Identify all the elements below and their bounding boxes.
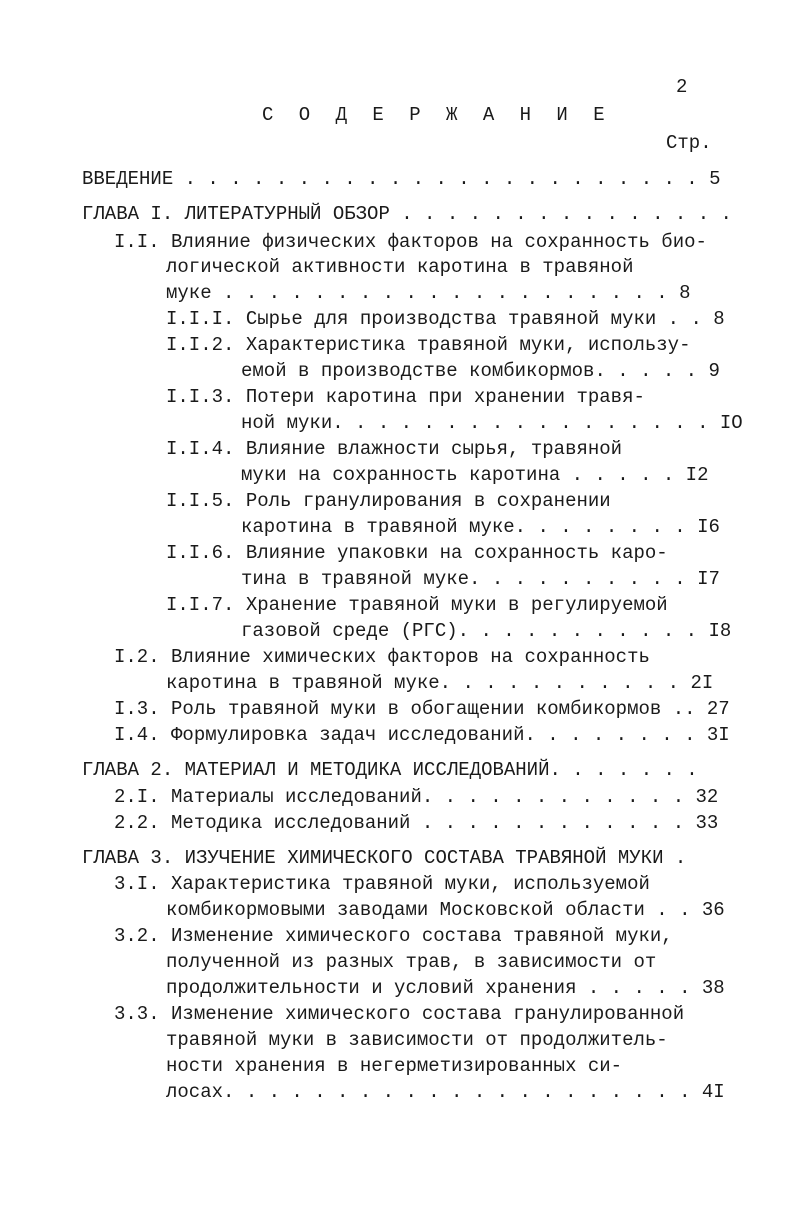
toc-entry-1-1-6-line2: тина в травяной муке. . . . . . . . . . I7: [241, 568, 720, 590]
toc-entry-1-1-line1: I.I. Влияние физических факторов на сохранность био-: [114, 231, 707, 253]
toc-entry-1-1-5-line1: I.I.5. Роль гранулирования в сохранении: [166, 490, 611, 512]
toc-entry-3-1-line2: комбикормовыми заводами Московской области . . 36: [166, 899, 725, 921]
toc-entry-1-1-1: I.I.I. Сырье для производства травяной муки . . 8: [166, 308, 725, 330]
toc-entry-2-1: 2.I. Материалы исследований. . . . . . . . . . . . 32: [114, 786, 719, 808]
toc-entry-1-4: I.4. Формулировка задач исследований. . . . . . . . 3I: [114, 724, 730, 746]
toc-entry-3-2-line3: продолжительности и условий хранения . . . . . 38: [166, 977, 725, 999]
toc-entry-chapter-1: ГЛАВА I. ЛИТЕРАТУРНЫЙ ОБЗОР . . . . . . . . . . . . . . .: [82, 203, 732, 225]
toc-entry-1-1-4-line2: муки на сохранность каротина . . . . . I2: [241, 464, 709, 486]
page-number: 2: [676, 76, 688, 98]
page-column-label: Стр.: [666, 132, 712, 154]
toc-entry-3-3-line3: ности хранения в негерметизированных си-: [166, 1055, 623, 1077]
toc-entry-introduction: ВВЕДЕНИЕ . . . . . . . . . . . . . . . . . . . . . . . 5: [82, 168, 721, 190]
toc-entry-3-1-line1: 3.I. Характеристика травяной муки, используемой: [114, 873, 650, 895]
toc-entry-3-3-line2: травяной муки в зависимости от продолжитель-: [166, 1029, 668, 1051]
toc-entry-3-2-line1: 3.2. Изменение химического состава травяной муки,: [114, 925, 673, 947]
toc-entry-3-3-line1: 3.3. Изменение химического состава гранулированной: [114, 1003, 685, 1025]
toc-entry-1-1-3-line2: ной муки. . . . . . . . . . . . . . . . . IO: [241, 412, 743, 434]
toc-entry-1-1-5-line2: каротина в травяной муке. . . . . . . . I6: [241, 516, 720, 538]
page-title: С О Д Е Р Ж А Н И Е: [262, 104, 612, 126]
toc-entry-chapter-3: ГЛАВА 3. ИЗУЧЕНИЕ ХИМИЧЕСКОГО СОСТАВА ТРАВЯНОЙ МУКИ .: [82, 847, 687, 869]
toc-entry-1-1-6-line1: I.I.6. Влияние упаковки на сохранность каро-: [166, 542, 668, 564]
toc-entry-1-1-2-line1: I.I.2. Характеристика травяной муки, использу-: [166, 334, 691, 356]
toc-entry-chapter-2: ГЛАВА 2. МАТЕРИАЛ И МЕТОДИКА ИССЛЕДОВАНИЙ. . . . . . .: [82, 759, 698, 781]
toc-entry-1-1-4-line1: I.I.4. Влияние влажности сырья, травяной: [166, 438, 623, 460]
toc-entry-1-3: I.3. Роль травяной муки в обогащении комбикормов .. 27: [114, 698, 730, 720]
toc-entry-3-3-line4: лосах. . . . . . . . . . . . . . . . . . . . . 4I: [166, 1081, 725, 1103]
toc-entry-1-1-line3: муке . . . . . . . . . . . . . . . . . . . . 8: [166, 282, 691, 304]
toc-entry-1-1-3-line1: I.I.3. Потери каротина при хранении травя-: [166, 386, 645, 408]
toc-entry-1-2-line1: I.2. Влияние химических факторов на сохранность: [114, 646, 650, 668]
toc-entry-1-1-7-line1: I.I.7. Хранение травяной муки в регулируемой: [166, 594, 668, 616]
toc-entry-1-2-line2: каротина в травяной муке. . . . . . . . . . . 2I: [166, 672, 714, 694]
toc-entry-1-1-7-line2: газовой среде (РГС). . . . . . . . . . . I8: [241, 620, 732, 642]
toc-entry-1-1-line2: логической активности каротина в травяной: [166, 256, 634, 278]
toc-entry-2-2: 2.2. Методика исследований . . . . . . . . . . . . 33: [114, 812, 719, 834]
toc-entry-1-1-2-line2: емой в производстве комбикормов. . . . . 9: [241, 360, 720, 382]
toc-entry-3-2-line2: полученной из разных трав, в зависимости от: [166, 951, 657, 973]
